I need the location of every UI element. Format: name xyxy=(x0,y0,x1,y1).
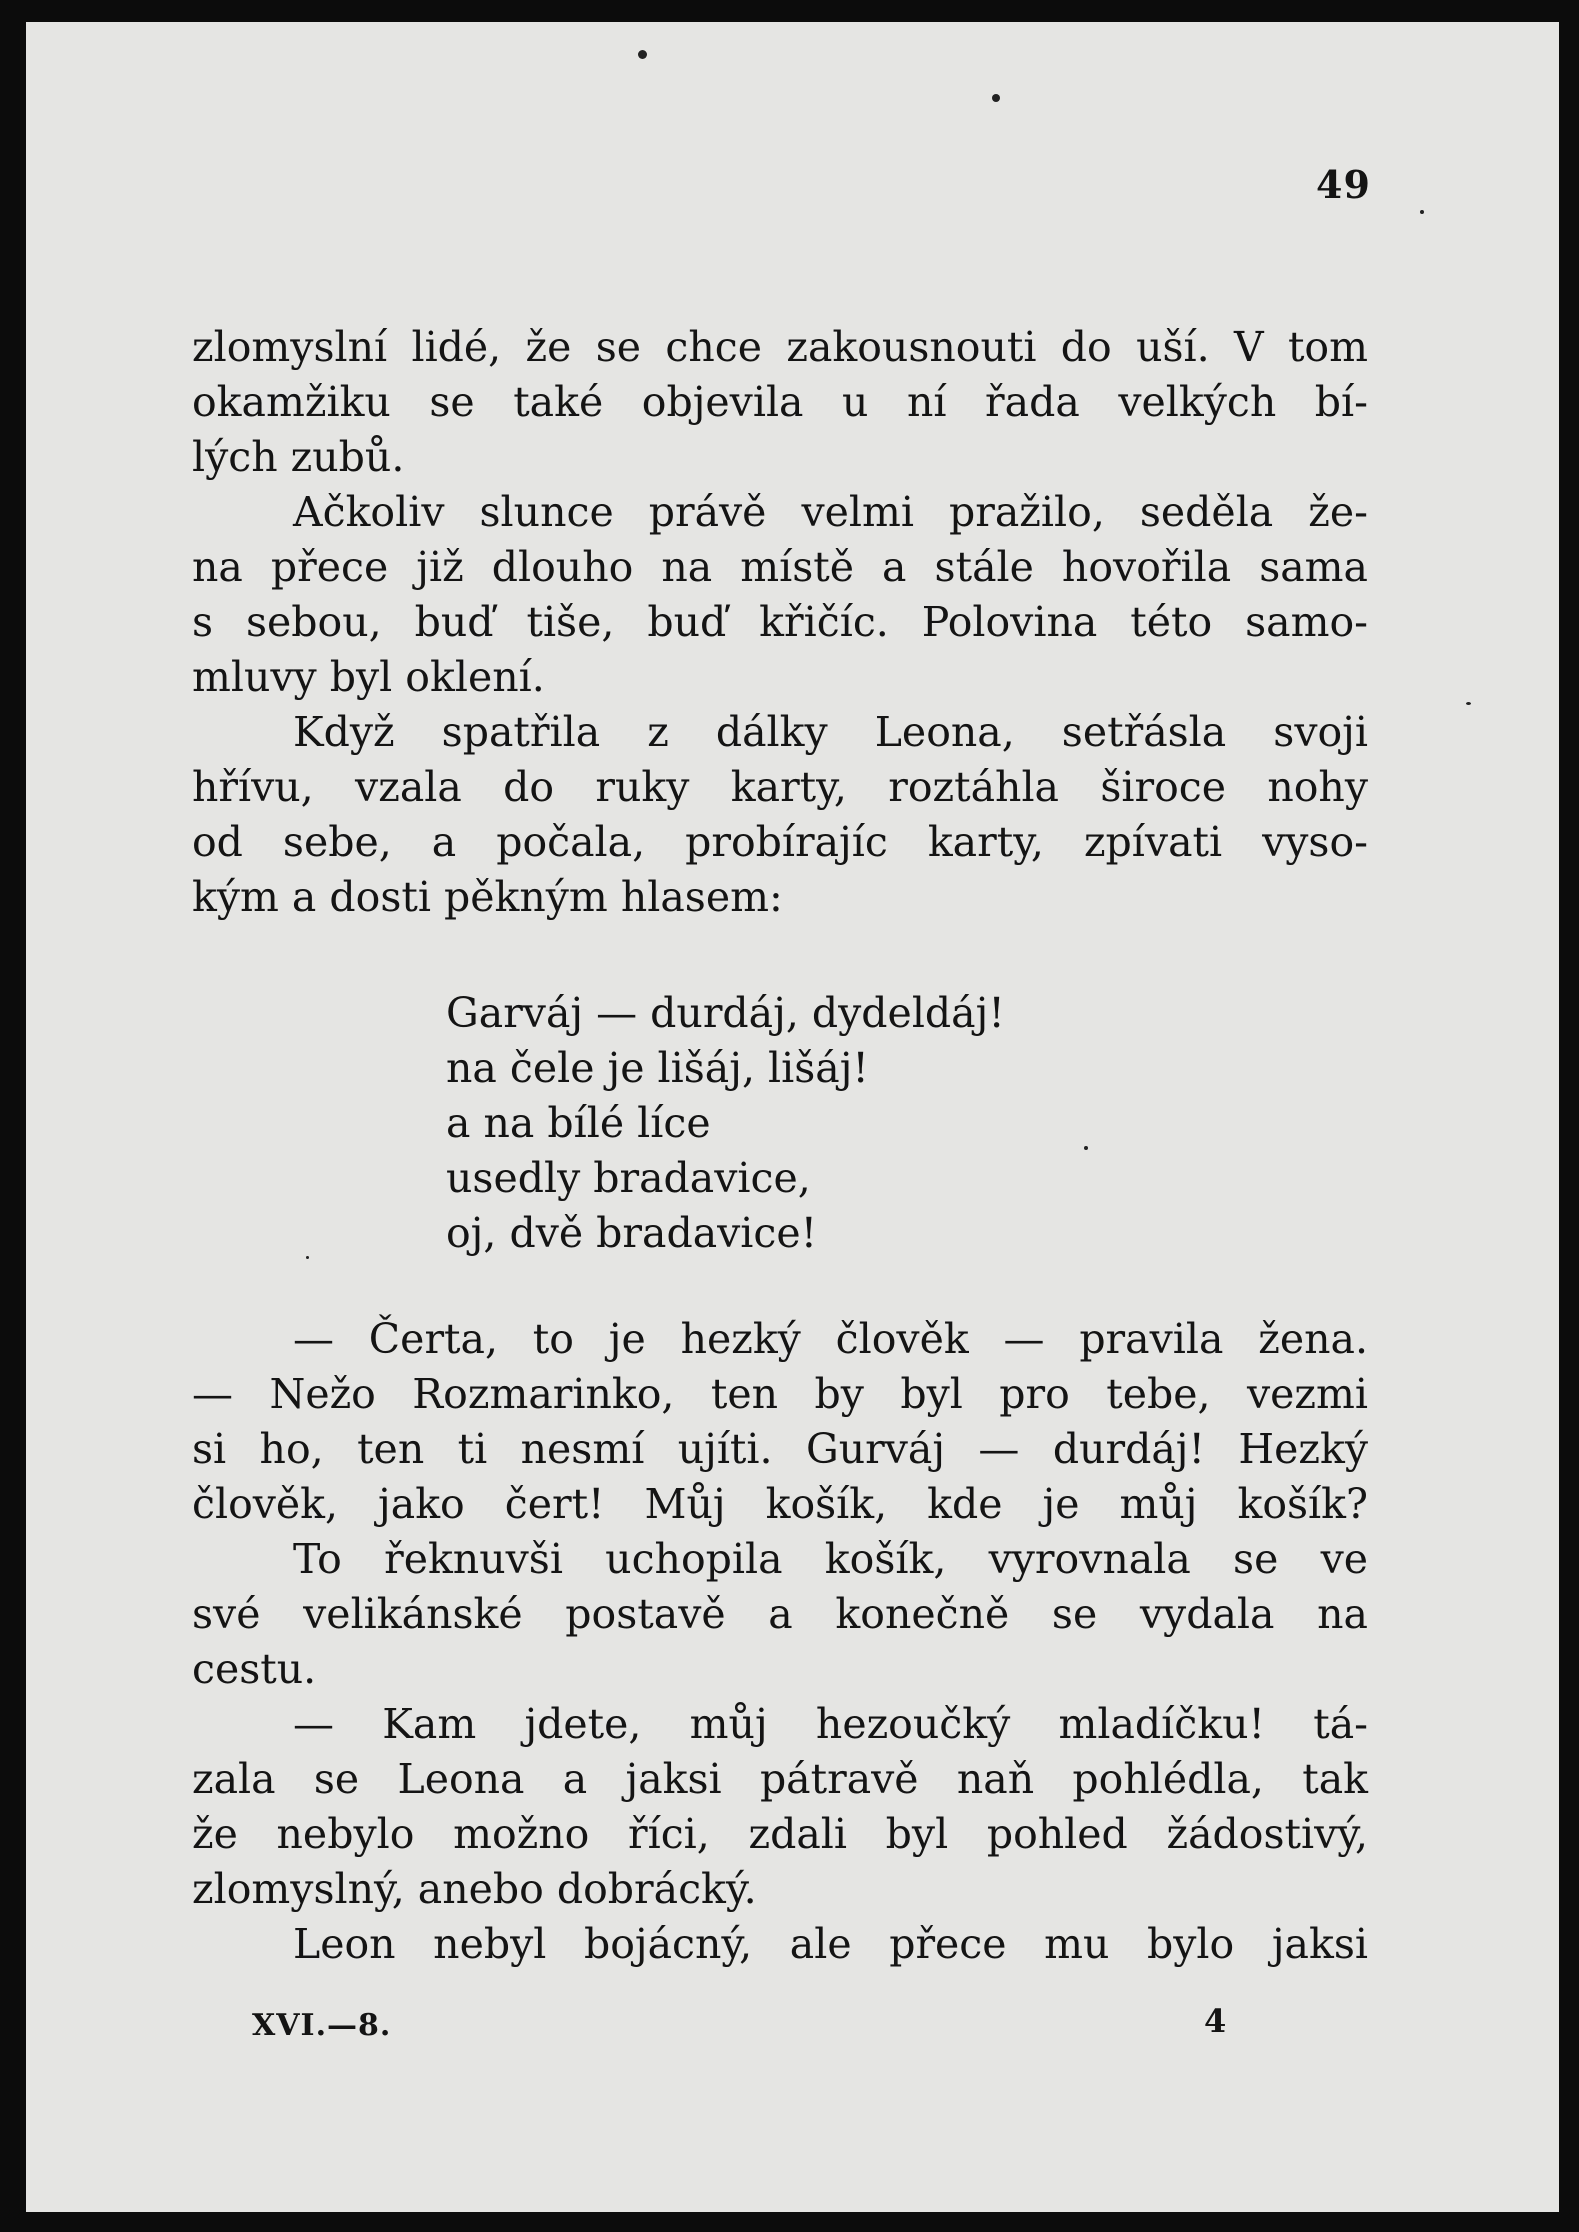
text-line: Ačkoliv slunce právě velmi pražilo, seděla že- xyxy=(293,488,1368,536)
text-line: cestu. xyxy=(192,1645,317,1693)
text-line: mluvy byl oklení. xyxy=(192,653,545,701)
scan-speck xyxy=(1084,1146,1088,1150)
text-line: Leon nebyl bojácný, ale přece mu bylo jaksi xyxy=(293,1920,1368,1968)
text-line: kým a dosti pěkným hlasem: xyxy=(192,873,783,921)
text-line: si ho, ten ti nesmí ujíti. Gurváj — durdáj! Hezký xyxy=(192,1425,1368,1473)
text-block-top xyxy=(192,320,1368,925)
poem-verse xyxy=(446,986,1005,1261)
text-line: To řeknuvši uchopila košík, vyrovnala se ve xyxy=(293,1535,1368,1583)
text-line: — Čerta, to je hezký člověk — pravila žena. xyxy=(293,1315,1368,1363)
poem-line: a na bílé líce xyxy=(446,1099,711,1147)
scan-speck xyxy=(306,1256,309,1259)
poem-line: na čele je lišáj, lišáj! xyxy=(446,1044,869,1092)
printer-signature-number: 4 xyxy=(1204,2002,1227,2040)
text-line: zlomyslní lidé, že se chce zakousnouti do uší. V tom xyxy=(192,323,1368,371)
text-line: od sebe, a počala, probírajíc karty, zpívati vyso- xyxy=(192,818,1368,866)
scan-speck xyxy=(1466,702,1471,705)
printer-signature-mark: XVI.—8. xyxy=(252,2008,392,2043)
text-line: Když spatřila z dálky Leona, setřásla svoji xyxy=(293,708,1368,756)
scan-speck xyxy=(992,94,1000,102)
text-line: své velikánské postavě a konečně se vydala na xyxy=(192,1590,1368,1638)
scan-speck xyxy=(638,50,647,59)
text-block-bottom xyxy=(192,1312,1368,1972)
text-line: okamžiku se také objevila u ní řada velkých bí- xyxy=(192,378,1368,426)
page-number: 49 xyxy=(1316,162,1371,207)
poem-line: oj, dvě bradavice! xyxy=(446,1209,818,1257)
text-line: zala se Leona a jaksi pátravě naň pohlédla, tak xyxy=(192,1755,1368,1803)
scan-speck xyxy=(1420,210,1424,214)
text-line: že nebylo možno říci, zdali byl pohled žádostivý, xyxy=(192,1810,1368,1858)
text-line: — Nežo Rozmarinko, ten by byl pro tebe, vezmi xyxy=(192,1370,1368,1418)
text-line: lých zubů. xyxy=(192,433,405,481)
text-line: na přece již dlouho na místě a stále hovořila sama xyxy=(192,543,1368,591)
text-line: člověk, jako čert! Můj košík, kde je můj košík? xyxy=(192,1480,1368,1528)
text-line: hřívu, vzala do ruky karty, roztáhla široce nohy xyxy=(192,763,1368,811)
text-line: — Kam jdete, můj hezoučký mladíčku! tá- xyxy=(293,1700,1368,1748)
poem-line: usedly bradavice, xyxy=(446,1154,811,1202)
text-line: s sebou, buď tiše, buď křičíc. Polovina této samo- xyxy=(192,598,1368,646)
book-page xyxy=(26,22,1559,2212)
text-line: zlomyslný, anebo dobrácký. xyxy=(192,1865,757,1913)
page-content xyxy=(26,22,1559,2212)
poem-line: Garváj — durdáj, dydeldáj! xyxy=(446,989,1005,1037)
